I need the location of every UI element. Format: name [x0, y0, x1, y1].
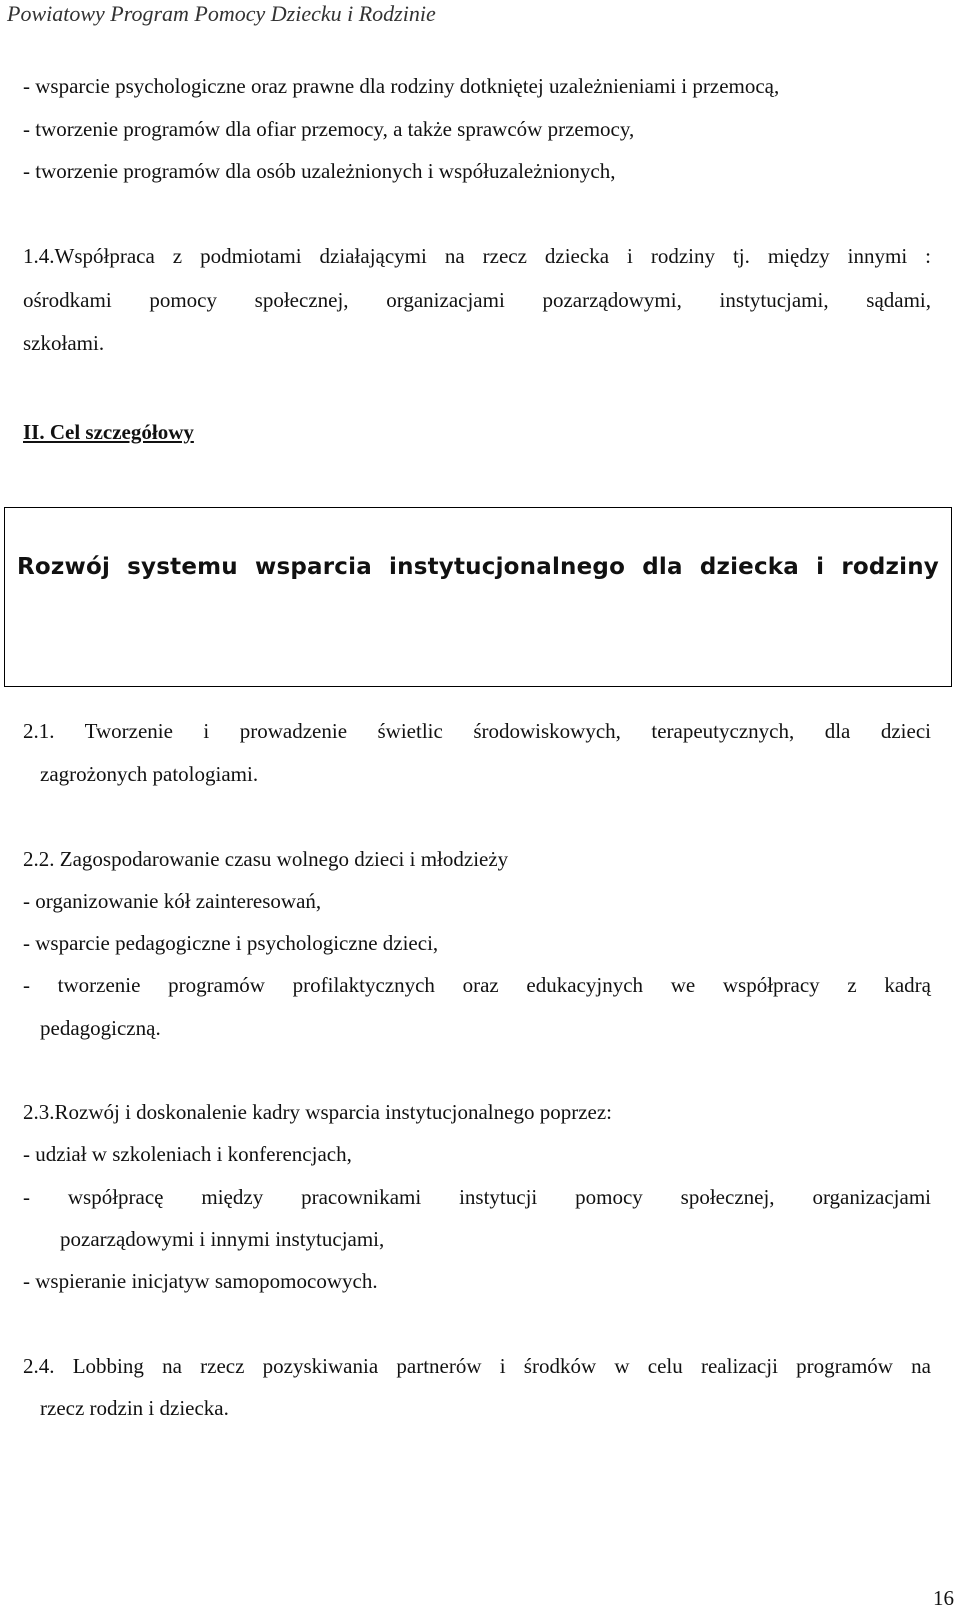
running-header: Powiatowy Program Pomocy Dziecku i Rodzinie	[7, 1, 436, 26]
goal-box-text: Rozwój systemu wsparcia instytucjonalnego dla dziecka i rodziny	[17, 554, 939, 580]
item-2-3-bullet2-line1: - współpracę między pracownikami instytucji pomocy społecznej, organizacjami	[23, 1185, 931, 1209]
item-2-4-line2: rzecz rodzin i dziecka.	[40, 1396, 229, 1420]
item-2-3-bullet2-line2: pozarządowymi i innymi instytucjami,	[60, 1227, 385, 1251]
item-1-4-line2: ośrodkami pomocy społecznej, organizacjami pozarządowymi, instytucjami, sądami,	[23, 288, 931, 312]
item-2-3-bullet3: - wspieranie inicjatyw samopomocowych.	[23, 1269, 378, 1293]
item-2-2-bullet1: - organizowanie kół zainteresowań,	[23, 889, 322, 913]
item-2-2-bullet3-line1: - tworzenie programów profilaktycznych oraz edukacyjnych we współpracy z kadrą	[23, 973, 931, 997]
item-1-4-line3: szkołami.	[23, 331, 105, 355]
item-2-2-title: 2.2. Zagospodarowanie czasu wolnego dzieci i młodzieży	[23, 847, 509, 871]
item-2-4-line1: 2.4. Lobbing na rzecz pozyskiwania partnerów i środków w celu realizacji programów na	[23, 1354, 931, 1378]
bullet-programs-addicted: - tworzenie programów dla osób uzależnionych i współuzależnionych,	[23, 159, 616, 183]
item-2-1-line2: zagrożonych patologiami.	[40, 762, 259, 786]
bullet-programs-violence: - tworzenie programów dla ofiar przemocy, a także sprawców przemocy,	[23, 117, 635, 141]
item-2-3-title: 2.3.Rozwój i doskonalenie kadry wsparcia instytucjonalnego poprzez:	[23, 1100, 613, 1124]
item-2-2-bullet2: - wsparcie pedagogiczne i psychologiczne dzieci,	[23, 931, 439, 955]
item-2-3-bullet1: - udział w szkoleniach i konferencjach,	[23, 1142, 352, 1166]
bullet-support-psych-legal: - wsparcie psychologiczne oraz prawne dla rodziny dotkniętej uzależnieniami i przemocą,	[23, 74, 780, 98]
item-2-1-line1: 2.1. Tworzenie i prowadzenie świetlic środowiskowych, terapeutycznych, dla dzieci	[23, 719, 931, 743]
goal-box	[4, 507, 952, 687]
section-title-detailed-goal: II. Cel szczegółowy	[23, 420, 194, 444]
item-1-4-line1: 1.4.Współpraca z podmiotami działającymi na rzecz dziecka i rodziny tj. między innymi :	[23, 244, 931, 268]
page-number: 16	[933, 1586, 954, 1610]
item-2-2-bullet3-line2: pedagogiczną.	[40, 1016, 161, 1040]
